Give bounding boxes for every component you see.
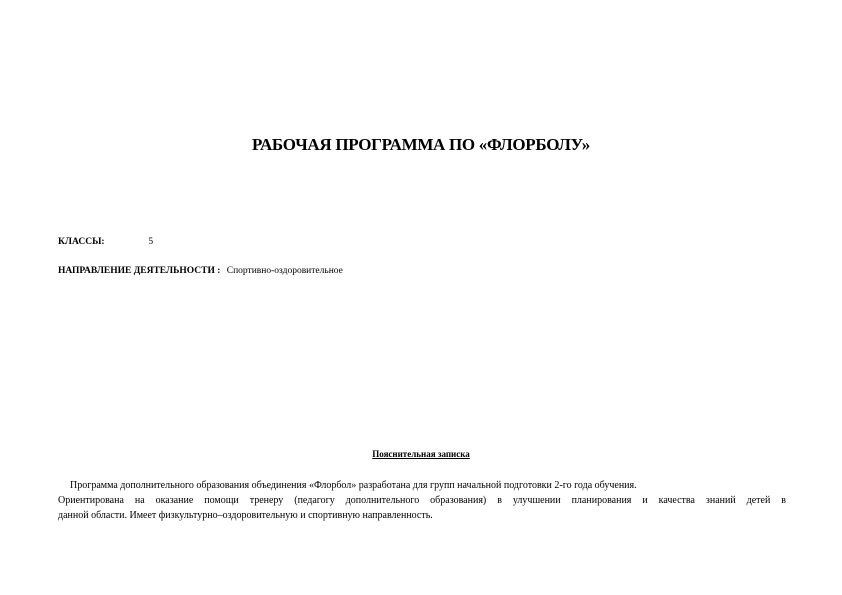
explanatory-note-body (58, 478, 786, 523)
direction-label: НАПРАВЛЕНИЕ ДЕЯТЕЛЬНОСТИ : (58, 266, 221, 276)
direction-value: Спортивно-оздоровительное (226, 266, 343, 276)
note-paragraph-line: Программа дополнительного образования объединения «Флорбол» разработана для групп начальной подготовки 2-го года обучения. (70, 480, 637, 491)
explanatory-note-heading: Пояснительная записка (372, 449, 470, 459)
classes-value: 5 (148, 237, 154, 247)
classes-row (58, 237, 153, 247)
document-title: РАБОЧАЯ ПРОГРАММА ПО «ФЛОРБОЛУ» (252, 135, 590, 154)
note-paragraph-line: Ориентирована на оказание помощи тренеру (педагогу дополнительного образования) в улучшении планирования и качества знаний детей в (58, 495, 786, 506)
note-paragraph-line: данной области. Имеет физкультурно–оздоровительную и спортивную направленность. (58, 510, 433, 521)
classes-label: КЛАССЫ: (58, 237, 105, 247)
direction-row (58, 266, 343, 276)
